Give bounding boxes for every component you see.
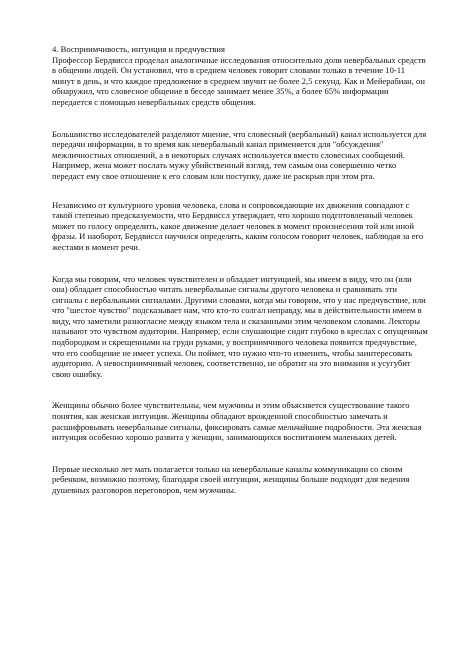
- paragraph: Профессор Бердвиссл проделал аналогичные исследования относительно доли невербальных средств в общении людей. Он установил, что в среднем человек говорит словами только в течение 10-11 минут в день, и что каждое предложение в среднем звучит не более 2,5 секунд. Как и Мейерабиан, он обнаружил, что словесное общение в беседе занимает менее 35%, а более 65% информации передается с помощью невербальных средств общения.: [52, 54, 426, 107]
- section-heading: 4. Восприимчивость, интуиция и предчувствия: [52, 44, 225, 54]
- paragraph: Когда мы говорим, что человек чувствителен и обладает интуицией, мы имеем в виду, что он (или она) обладает способностью читать невербальные сигналы другого человека и сравнивать эти сигналы с вербальными сигналами. Другими словами, когда мы говорим, что у нас предчувствие, или что "шестое чувство" подсказывает нам, что кто-то солгал неправду, мы в действительности имеем в виду, что заметили разногласие между языком тела и сказанными этим человеком словами. Лекторы называют это чувством аудитории. Например, если слушающие сидят глубоко в креслах с опущенным подбородком и скрещенными на груди руками, у восприимчивого человека появится предчувствие, что его сообщение не имеет успеха. Он поймет, что нужно что-то изменить, чтобы заинтересовать аудиторию. А невосприимчивый человек, соответственно, не обратит на это внимания и усугубит свою ошибку.: [52, 273, 428, 379]
- paragraph: Первые несколько лет мать полагается только на невербальные каналы коммуникации со своим ребенком, возможно поэтому, благодаря своей интуиции, женщины больше подходят для ведения душевных разговоров переговоров, чем мужчины.: [52, 463, 410, 495]
- paragraph: Независимо от культурного уровня человека, слова и сопровождающие их движения совпадают с такой степенью предсказуемости, что Бердвиссл утверждает, что хорошо подготовленный человек может по голосу определить, какое движение делает человек в момент произнесения той или иной фразы. И наоборот, Бердвиссл научился определять, каким голосом говорит человек, наблюдая за его жестами в момент речи.: [52, 199, 424, 252]
- paragraph: Женщины обычно более чувствительны, чем мужчины и этим объясняется существование такого понятия, как женская интуиция. Женщины обладают врожденной способностью замечать и расшифровывать невербальные сигналы, фиксировать самые мельчайшие подробности. Эта женская интуиция особенно хорошо развита у женщин, занимающихся воспитанием маленьких детей.: [52, 400, 422, 443]
- paragraph: Большинство исследователей разделяют мнение, что словесный (вербальный) канал используется для передачи информации, в то время как невербальный канал применяется для "обсуждения" межличностных отношений, а в некоторых случаях используется вместо словесных сообщений. Например, жена может послать мужу убийственный взгляд, тем самым она совершенно четко передаст ему свое отношение к его словам или поступку, даже не раскрыв при этом рта.: [52, 128, 427, 181]
- document-body: [52, 44, 428, 496]
